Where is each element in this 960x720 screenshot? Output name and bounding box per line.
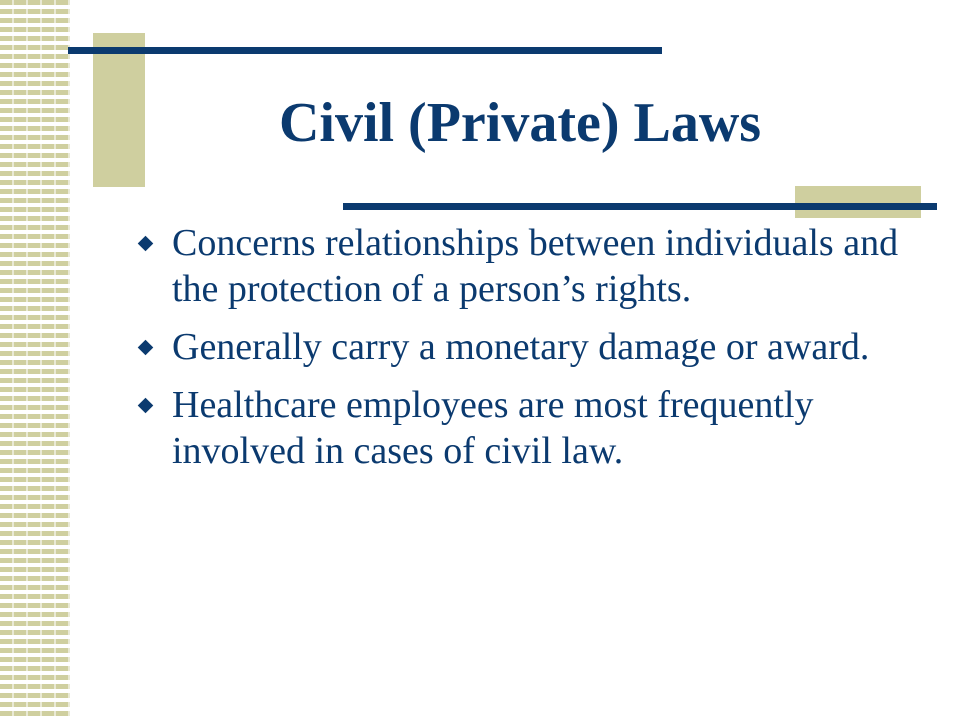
diamond-bullet-icon [138, 340, 154, 356]
bullet-item [134, 382, 934, 474]
title-accent-block-top [93, 33, 145, 187]
title-accent-block-bottom [795, 186, 921, 218]
title-rule-top [68, 47, 662, 54]
bullet-list [134, 220, 934, 486]
diamond-bullet-icon [138, 236, 154, 252]
diamond-bullet-icon [138, 398, 154, 414]
bullet-text: Healthcare employees are most frequently involved in cases of civil law. [172, 384, 814, 472]
slide-title: Civil (Private) Laws [278, 92, 762, 154]
left-striped-band [0, 0, 70, 720]
bullet-text: Generally carry a monetary damage or award. [172, 326, 870, 368]
bullet-item [134, 324, 934, 370]
title-rule-bottom [343, 203, 937, 210]
bullet-item [134, 220, 934, 312]
bullet-text: Concerns relationships between individuals and the protection of a person’s rights. [172, 222, 899, 310]
